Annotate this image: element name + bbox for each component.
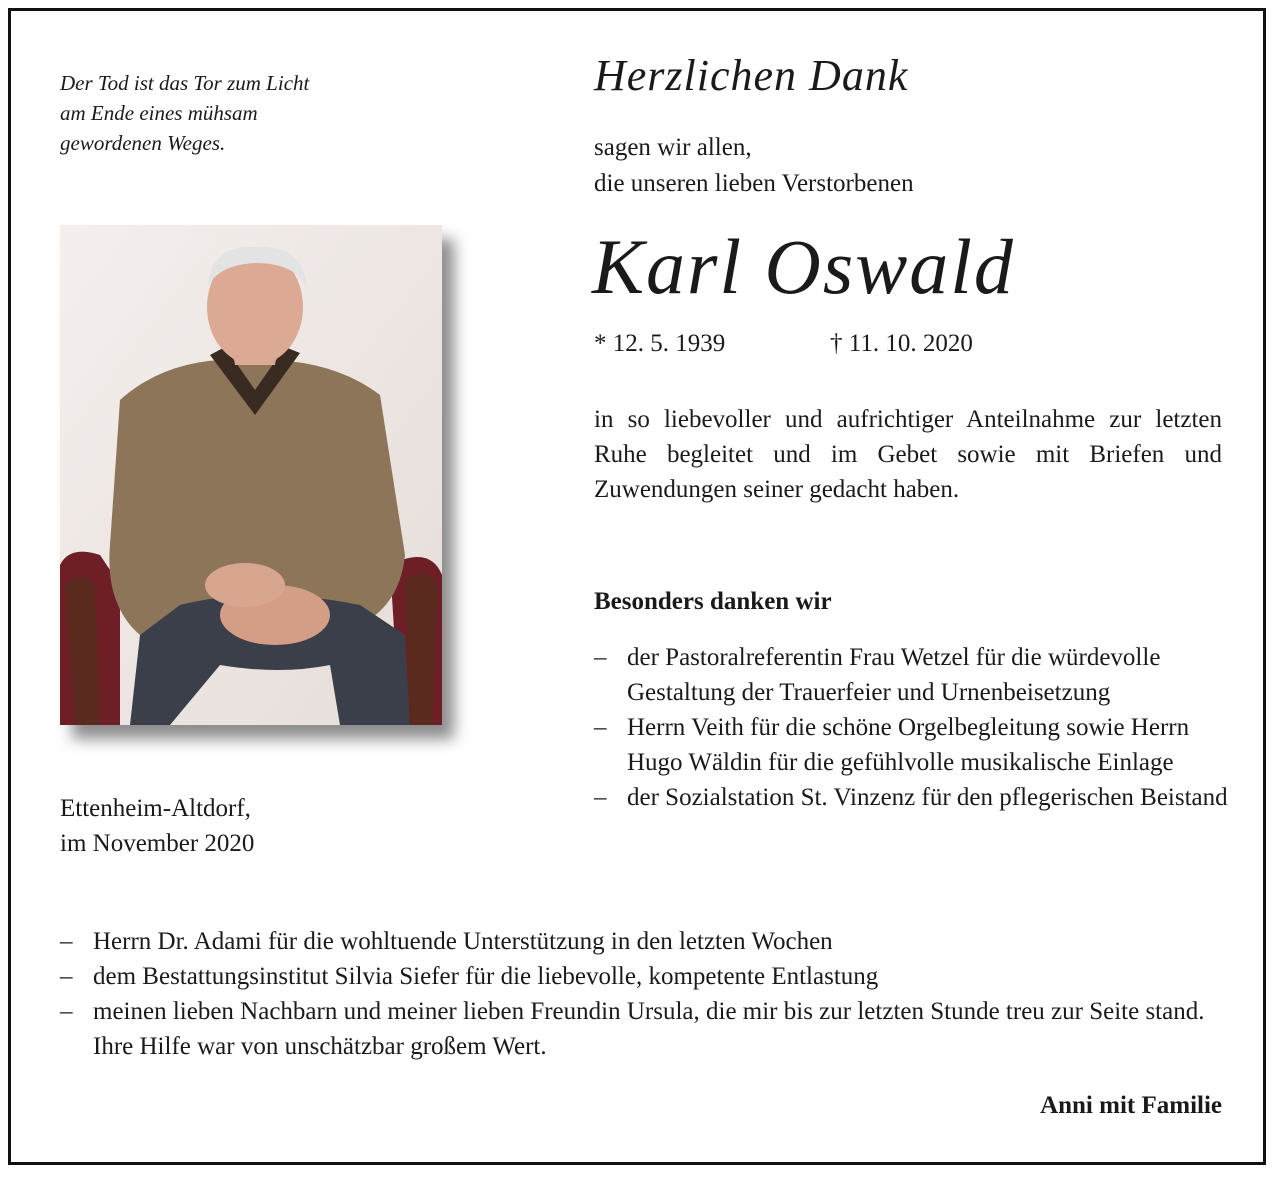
signature: Anni mit Familie — [1040, 1092, 1222, 1119]
list-item-text: Herrn Veith für die schöne Orgelbegleitung sowie Herrn Hugo Wäldin für die gefühlvolle musikalische Einlage — [627, 714, 1190, 776]
special-thanks-list-bottom — [60, 924, 1230, 1064]
list-item-text: Herrn Dr. Adami für die wohltuende Unterstützung in den letzten Wochen — [93, 928, 833, 955]
dash: – — [594, 784, 607, 811]
date-line: im November 2020 — [60, 830, 255, 857]
list-item — [594, 710, 1234, 780]
list-item-text: der Pastoralreferentin Frau Wetzel für die würdevolle Gestaltung der Trauerfeier und Urnenbeisetzung — [627, 644, 1161, 706]
intro-line: die unseren lieben Verstorbenen — [594, 170, 914, 197]
portrait-photo — [60, 225, 442, 725]
dash: – — [60, 928, 73, 955]
thanks-paragraph: in so liebevoller und aufrichtiger Anteilnahme zur letzten Ruhe begleitet und im Gebet sowie mit Briefen und Zuwendungen seiner gedacht haben. — [594, 406, 1222, 503]
list-item-text: meinen lieben Nachbarn und meiner lieben Freundin Ursula, die mir bis zur letzten Stunde treu zur Seite stand. Ihre Hilfe war von unschätzbar großem Wert. — [93, 998, 1205, 1060]
special-thanks-heading: Besonders danken wir — [594, 588, 832, 615]
intro-text — [594, 130, 914, 202]
deceased-name: Karl Oswald — [592, 223, 1015, 310]
list-item — [60, 924, 1230, 959]
place-line: Ettenheim-Altdorf, — [60, 795, 251, 822]
portrait-illustration — [60, 225, 442, 725]
list-item — [60, 994, 1230, 1064]
list-item — [60, 959, 1230, 994]
life-dates — [594, 330, 973, 358]
list-item — [594, 640, 1234, 710]
heading-title: Herzlichen Dank — [594, 51, 909, 100]
motto-line: Der Tod ist das Tor zum Licht — [60, 71, 310, 95]
dash: – — [594, 644, 607, 671]
place-and-date — [60, 791, 254, 861]
death-date: † 11. 10. 2020 — [830, 330, 973, 357]
birth-date: * 12. 5. 1939 — [594, 330, 726, 357]
dash: – — [60, 998, 73, 1025]
list-item-text: dem Bestattungsinstitut Silvia Siefer für die liebevolle, kompetente Entlastung — [93, 963, 879, 990]
motto-line: gewordenen Weges. — [60, 131, 226, 155]
list-item — [594, 780, 1234, 815]
intro-line: sagen wir allen, — [594, 134, 752, 161]
special-thanks-list-right — [594, 640, 1234, 815]
motto-line: am Ende eines mühsam — [60, 101, 258, 125]
list-item-text: der Sozialstation St. Vinzenz für den pflegerischen Beistand — [627, 784, 1228, 811]
dash: – — [60, 963, 73, 990]
dash: – — [594, 714, 607, 741]
motto-quote — [60, 68, 390, 158]
